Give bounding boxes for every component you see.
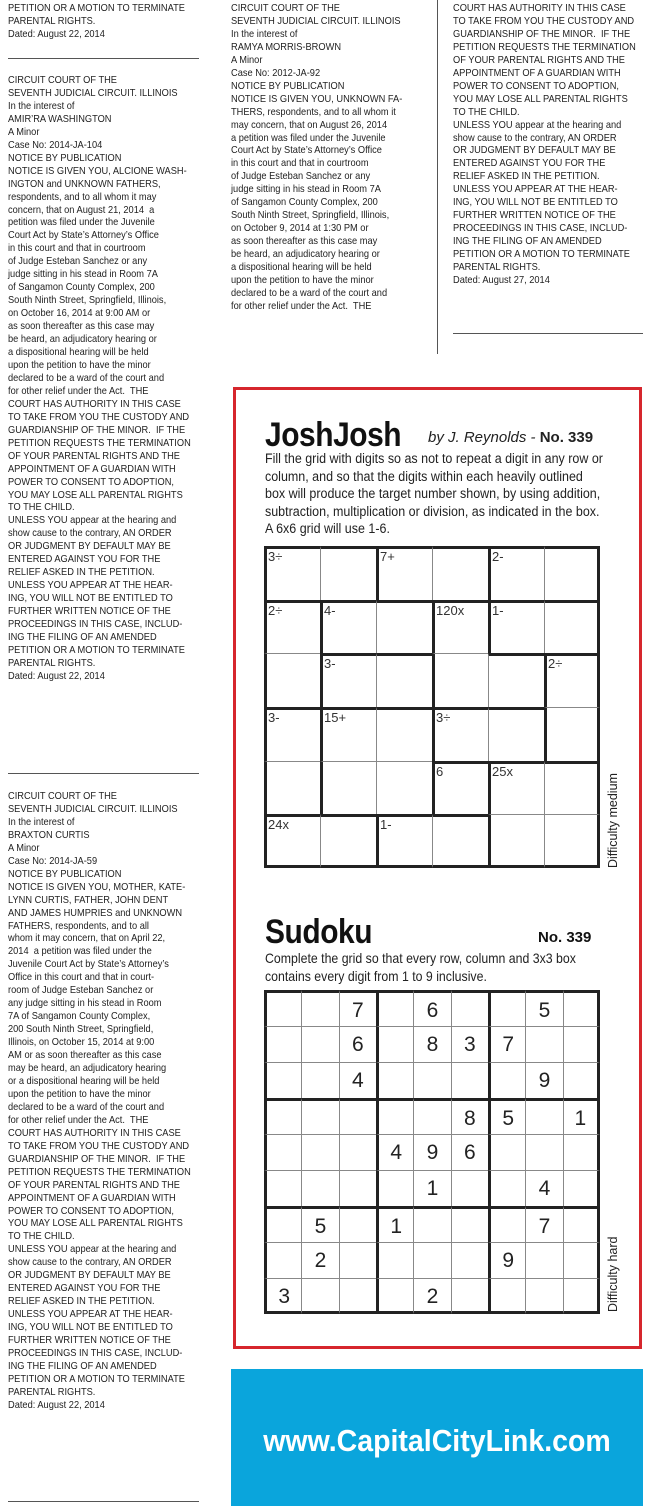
notice-line: South Ninth Street, Springfield, Illinois, xyxy=(231,210,390,222)
notice-line: ENTERED AGAINST YOU FOR THE xyxy=(8,1283,161,1295)
notice-line: for other relief under the Act. THE xyxy=(8,385,149,397)
notice-line: OF YOUR PARENTAL RIGHTS AND THE xyxy=(8,1179,180,1191)
joshjosh-cage-clue: 6 xyxy=(436,763,444,779)
notice-line: GUARDIANSHIP OF THE MINOR. IF THE xyxy=(453,28,631,40)
sudoku-cell[interactable] xyxy=(451,1242,488,1278)
sudoku-cell[interactable] xyxy=(301,1062,338,1098)
joshjosh-cage-clue: 4- xyxy=(324,602,336,618)
notice-line: TO TAKE FROM YOU THE CUSTODY AND xyxy=(8,411,190,423)
website-banner[interactable] xyxy=(231,1369,643,1506)
notice-line: PROCEEDINGS IN THIS CASE, INCLUD- xyxy=(8,619,183,631)
notice-line: AMIR’RA WASHINGTON xyxy=(8,113,112,125)
sudoku-cell[interactable] xyxy=(376,1026,413,1062)
notice-line: PARENTAL RIGHTS. xyxy=(453,262,541,274)
notice-line: Court Act by State’s Attorney’s Office xyxy=(231,145,382,157)
notice-line: in this court and that in courtroom xyxy=(8,243,146,255)
sudoku-cell[interactable] xyxy=(264,990,301,1026)
notice-line: POWER TO CONSENT TO ADOPTION, xyxy=(8,476,174,488)
joshjosh-cage-clue: 3- xyxy=(324,656,336,672)
notice-line: ING THE FILING OF AN AMENDED xyxy=(8,1360,157,1372)
joshjosh-cell[interactable] xyxy=(264,653,320,707)
notice-line: COURT HAS AUTHORITY IN THIS CASE xyxy=(8,1127,181,1139)
notice-line: PETITION OR A MOTION TO TERMINATE xyxy=(453,249,630,261)
joshjosh-cell[interactable] xyxy=(544,600,600,654)
sudoku-cell[interactable] xyxy=(488,1206,525,1242)
joshjosh-cage-clue: 2÷ xyxy=(548,656,563,672)
sudoku-cell[interactable] xyxy=(451,1062,488,1098)
sudoku-instructions: Complete the grid so that every row, column and 3x3 box contains every digit from 1 to 9 inclusive. xyxy=(265,950,576,984)
notice-line: of Judge Esteban Sanchez or any xyxy=(8,256,148,268)
sudoku-cell[interactable] xyxy=(451,990,488,1026)
sudoku-cell[interactable]: 8 xyxy=(451,1098,488,1134)
sudoku-cell[interactable] xyxy=(525,1242,562,1278)
notice-line: CIRCUIT COURT OF THE xyxy=(8,791,117,802)
notice-line: UNLESS YOU appear at the hearing and xyxy=(8,515,177,527)
notice-line: be heard, an adjudicatory hearing or xyxy=(231,249,380,261)
notice-line: In the interest of xyxy=(231,28,298,40)
notice-line: 2014 a petition was filed under the xyxy=(8,946,152,958)
notice-line: PARENTAL RIGHTS. xyxy=(8,1386,96,1398)
sudoku-cell[interactable] xyxy=(376,1098,413,1134)
notice-line: NOTICE BY PUBLICATION xyxy=(8,152,122,164)
notice-line: PETITION REQUESTS THE TERMINATION xyxy=(8,437,191,449)
sudoku-cell[interactable] xyxy=(264,1098,301,1134)
notice-line: respondents, and to all whom it may xyxy=(8,191,157,203)
joshjosh-cage-clue: 25x xyxy=(492,763,513,779)
sudoku-cell[interactable] xyxy=(264,1206,301,1242)
sudoku-cell[interactable] xyxy=(488,1170,525,1206)
notice-line: may be heard, an adjudicatory hearing xyxy=(8,1063,167,1075)
notice-line: A Minor xyxy=(231,54,263,66)
notice-line: PETITION REQUESTS THE TERMINATION xyxy=(453,41,636,53)
notice-line: NOTICE IS GIVEN YOU, ALCIONE WASH- xyxy=(8,165,187,177)
joshjosh-cage-clue: 1- xyxy=(380,817,392,833)
joshjosh-cell[interactable] xyxy=(264,761,320,815)
notice-line: Dated: August 27, 2014 xyxy=(453,275,550,287)
joshjosh-byline xyxy=(428,429,593,446)
legal-notice-washington xyxy=(8,75,191,684)
notice-line: on October 16, 2014 at 9:00 AM or xyxy=(8,308,151,320)
joshjosh-cell[interactable] xyxy=(544,761,600,815)
sudoku-cell[interactable]: 9 xyxy=(488,1242,525,1278)
notice-line: OR JUDGMENT BY DEFAULT MAY BE xyxy=(8,1270,171,1282)
sudoku-cell[interactable] xyxy=(525,1026,562,1062)
legal-notice-continuation xyxy=(453,3,636,288)
notice-line: In the interest of xyxy=(8,816,75,828)
notice-line: Dated: August 22, 2014 xyxy=(8,28,105,40)
notice-line: ING, YOU WILL NOT BE ENTITLED TO xyxy=(8,593,173,605)
sudoku-cell[interactable] xyxy=(488,1278,525,1314)
sudoku-cell[interactable] xyxy=(488,1134,525,1170)
joshjosh-cell[interactable] xyxy=(544,546,600,600)
sudoku-cell[interactable]: 2 xyxy=(413,1278,450,1314)
notice-divider xyxy=(453,333,643,334)
notice-line: ING, YOU WILL NOT BE ENTITLED TO xyxy=(453,197,618,209)
joshjosh-cell[interactable] xyxy=(376,707,432,761)
notice-line: show cause to the contrary, AN ORDER xyxy=(8,528,172,540)
notice-line: whom it may concern, that on April 22, xyxy=(8,933,166,945)
notice-line: PETITION OR A MOTION TO TERMINATE xyxy=(8,3,185,14)
notice-line: APPOINTMENT OF A GUARDIAN WITH xyxy=(8,1192,176,1204)
notice-line: in this court and that in courtroom xyxy=(231,158,369,170)
notice-line: OR JUDGMENT BY DEFAULT MAY BE xyxy=(8,541,171,553)
notice-line: UNLESS YOU APPEAR AT THE HEAR- xyxy=(8,1309,173,1321)
notice-line: SEVENTH JUDICIAL CIRCUIT. ILLINOIS xyxy=(8,87,178,99)
notice-line: upon the petition to have the minor xyxy=(8,359,151,371)
sudoku-grid xyxy=(264,990,600,1314)
sudoku-cell[interactable] xyxy=(525,1098,562,1134)
sudoku-cell[interactable] xyxy=(339,1134,376,1170)
joshjosh-cage-clue: 3÷ xyxy=(436,710,451,725)
notice-line: APPOINTMENT OF A GUARDIAN WITH xyxy=(8,463,176,475)
sudoku-cell[interactable] xyxy=(563,1278,600,1314)
joshjosh-cell[interactable] xyxy=(376,653,432,707)
sudoku-cell[interactable] xyxy=(488,990,525,1026)
sudoku-cell[interactable]: 1 xyxy=(413,1170,450,1206)
joshjosh-cage-clue: 3÷ xyxy=(268,549,283,564)
notice-line: ING, YOU WILL NOT BE ENTITLED TO xyxy=(8,1322,173,1334)
notice-line: South Ninth Street, Springfield, Illinois, xyxy=(8,295,167,307)
notice-line: FURTHER WRITTEN NOTICE OF THE xyxy=(453,210,616,222)
notice-line: upon the petition to have the minor xyxy=(8,1088,151,1100)
notice-line: a dispositional hearing will be held xyxy=(8,347,149,359)
joshjosh-cell[interactable] xyxy=(376,600,432,654)
sudoku-cell[interactable]: 3 xyxy=(264,1278,301,1314)
sudoku-cell[interactable] xyxy=(413,1098,450,1134)
notice-line: PETITION OR A MOTION TO TERMINATE xyxy=(8,1373,185,1385)
joshjosh-grid xyxy=(264,546,600,868)
joshjosh-cage-clue: 24x xyxy=(268,817,289,833)
joshjosh-number: No. 339 xyxy=(539,429,594,446)
sudoku-cell[interactable]: 4 xyxy=(525,1170,562,1206)
notice-line: UNLESS YOU APPEAR AT THE HEAR- xyxy=(453,184,618,196)
notice-line: ING THE FILING OF AN AMENDED xyxy=(8,631,157,643)
sudoku-cell[interactable] xyxy=(301,990,338,1026)
notice-line: petition was filed under the Juvenile xyxy=(8,217,155,229)
joshjosh-cell[interactable] xyxy=(488,707,544,761)
notice-line: AM or as soon thereafter as this case xyxy=(8,1050,162,1062)
notice-line: RELIEF ASKED IN THE PETITION. xyxy=(8,567,155,579)
notice-line: SEVENTH JUDICIAL CIRCUIT. ILLINOIS xyxy=(8,803,178,815)
sudoku-cell[interactable] xyxy=(339,1098,376,1134)
notice-divider xyxy=(8,1501,199,1502)
sudoku-cell[interactable] xyxy=(376,1242,413,1278)
notice-line: TO THE CHILD. xyxy=(8,1231,75,1243)
legal-notice-curtis xyxy=(8,791,191,1413)
sudoku-cell[interactable]: 7 xyxy=(525,1206,562,1242)
sudoku-cell[interactable] xyxy=(301,1170,338,1206)
notice-line: Illinois, on October 15, 2014 at 9:00 xyxy=(8,1037,155,1049)
sudoku-cell[interactable] xyxy=(301,1278,338,1314)
sudoku-cell[interactable]: 3 xyxy=(451,1026,488,1062)
sudoku-cell[interactable] xyxy=(339,1206,376,1242)
notice-line: Case No: 2014-JA-104 xyxy=(8,139,103,151)
notice-line: declared to be a ward of the court and xyxy=(231,287,388,299)
joshjosh-cell[interactable] xyxy=(320,546,376,600)
notice-fragment xyxy=(8,3,185,42)
sudoku-cell[interactable] xyxy=(376,1062,413,1098)
notice-line: RELIEF ASKED IN THE PETITION. xyxy=(8,1296,155,1308)
notice-line: Dated: August 22, 2014 xyxy=(8,670,105,682)
sudoku-cell[interactable] xyxy=(376,1278,413,1314)
notice-line: show cause to the contrary, AN ORDER xyxy=(453,132,617,144)
notice-line: 200 South Ninth Street, Springfield, xyxy=(8,1024,154,1036)
sudoku-cell[interactable] xyxy=(264,1062,301,1098)
sudoku-cell[interactable]: 4 xyxy=(339,1062,376,1098)
sudoku-cell[interactable] xyxy=(451,1206,488,1242)
notice-line: CIRCUIT COURT OF THE xyxy=(231,3,340,14)
notice-line: POWER TO CONSENT TO ADOPTION, xyxy=(453,80,619,92)
notice-line: Dated: August 22, 2014 xyxy=(8,1399,105,1411)
notice-line: YOU MAY LOSE ALL PARENTAL RIGHTS xyxy=(8,1218,183,1230)
sudoku-cell[interactable] xyxy=(563,1206,600,1242)
notice-line: judge sitting in his stead in Room 7A xyxy=(231,184,381,196)
notice-line: POWER TO CONSENT TO ADOPTION, xyxy=(8,1205,174,1217)
notice-line: YOU MAY LOSE ALL PARENTAL RIGHTS xyxy=(8,489,183,501)
notice-divider xyxy=(8,58,199,59)
joshjosh-cell[interactable] xyxy=(432,814,488,868)
sudoku-cell[interactable] xyxy=(413,1062,450,1098)
notice-line: NOTICE IS GIVEN YOU, UNKNOWN FA- xyxy=(231,93,403,105)
sudoku-cell[interactable] xyxy=(301,1098,338,1134)
notice-line: FATHERS, respondents, and to all xyxy=(8,920,149,932)
notice-line: INGTON and UNKNOWN FATHERS, xyxy=(8,178,161,190)
notice-line: OR JUDGMENT BY DEFAULT MAY BE xyxy=(453,145,616,157)
notice-line: any judge sitting in his stead in Room xyxy=(8,998,162,1010)
notice-line: GUARDIANSHIP OF THE MINOR. IF THE xyxy=(8,1153,186,1165)
sudoku-cell[interactable] xyxy=(339,1278,376,1314)
sudoku-cell[interactable]: 5 xyxy=(301,1206,338,1242)
notice-line: for other relief under the Act. THE xyxy=(8,1114,149,1126)
notice-line: ENTERED AGAINST YOU FOR THE xyxy=(453,158,606,170)
notice-line: a dispositional hearing will be held xyxy=(231,262,372,274)
sudoku-difficulty: Difficulty hard xyxy=(606,1236,620,1312)
notice-line: PARENTAL RIGHTS. xyxy=(8,657,96,669)
joshjosh-cell[interactable] xyxy=(488,814,544,868)
notice-line: SEVENTH JUDICIAL CIRCUIT. ILLINOIS xyxy=(231,15,401,27)
notice-line: BRAXTON CURTIS xyxy=(8,829,90,841)
notice-line: OF YOUR PARENTAL RIGHTS AND THE xyxy=(8,450,180,462)
notice-line: AND JAMES HUMPRIES and UNKNOWN xyxy=(8,907,183,919)
sudoku-cell[interactable] xyxy=(525,1278,562,1314)
notice-line: LYNN CURTIS, FATHER, JOHN DENT xyxy=(8,894,169,906)
sudoku-cell[interactable] xyxy=(563,1062,600,1098)
notice-line: as soon thereafter as this case may xyxy=(231,236,378,248)
joshjosh-cage-clue: 3- xyxy=(268,710,280,725)
sudoku-cell[interactable] xyxy=(451,1278,488,1314)
joshjosh-title: JoshJosh xyxy=(265,416,402,454)
joshjosh-difficulty: Difficulty medium xyxy=(606,773,620,868)
sudoku-number: No. 339 xyxy=(538,929,592,946)
sudoku-cell[interactable]: 8 xyxy=(413,1026,450,1062)
sudoku-title: Sudoku xyxy=(265,913,373,951)
notice-line: COURT HAS AUTHORITY IN THIS CASE xyxy=(453,3,626,14)
notice-line: THERS, respondents, and to all whom it xyxy=(231,106,396,118)
sudoku-cell[interactable] xyxy=(264,1026,301,1062)
sudoku-cell[interactable]: 9 xyxy=(525,1062,562,1098)
notice-line: declared to be a ward of the court and xyxy=(8,1101,165,1113)
notice-line: FURTHER WRITTEN NOTICE OF THE xyxy=(8,1335,171,1347)
sudoku-cell[interactable]: 7 xyxy=(339,990,376,1026)
sudoku-cell[interactable] xyxy=(525,1134,562,1170)
notice-line: NOTICE IS GIVEN YOU, MOTHER, KATE- xyxy=(8,881,186,893)
joshjosh-cell[interactable] xyxy=(376,761,432,815)
notice-line: Case No: 2012-JA-92 xyxy=(231,67,321,79)
notice-line: NOTICE BY PUBLICATION xyxy=(231,80,345,92)
sudoku-cell[interactable]: 5 xyxy=(488,1098,525,1134)
notice-line: for other relief under the Act. THE xyxy=(231,300,372,312)
notice-line: as soon thereafter as this case may xyxy=(8,321,155,333)
sudoku-cell[interactable] xyxy=(301,1134,338,1170)
notice-line: PARENTAL RIGHTS. xyxy=(8,15,96,27)
sudoku-cell[interactable]: 6 xyxy=(339,1026,376,1062)
sudoku-cell[interactable] xyxy=(264,1134,301,1170)
sudoku-cell[interactable]: 1 xyxy=(376,1206,413,1242)
notice-line: FURTHER WRITTEN NOTICE OF THE xyxy=(8,606,171,618)
sudoku-cell[interactable]: 7 xyxy=(488,1026,525,1062)
notice-line: upon the petition to have the minor xyxy=(231,275,374,287)
joshjosh-cell[interactable] xyxy=(432,546,488,600)
joshjosh-author: by J. Reynolds - xyxy=(428,429,540,446)
sudoku-cell[interactable]: 6 xyxy=(451,1134,488,1170)
notice-line: GUARDIANSHIP OF THE MINOR. IF THE xyxy=(8,424,186,436)
sudoku-cell[interactable] xyxy=(376,990,413,1026)
notice-line: Court Act by State’s Attorney’s Office xyxy=(8,230,159,242)
notice-line: A Minor xyxy=(8,842,40,854)
notice-line: ENTERED AGAINST YOU FOR THE xyxy=(8,554,161,566)
notice-line: RAMYA MORRIS-BROWN xyxy=(231,41,342,53)
sudoku-cell[interactable] xyxy=(413,1206,450,1242)
joshjosh-cell[interactable] xyxy=(320,814,376,868)
notice-line: YOU MAY LOSE ALL PARENTAL RIGHTS xyxy=(453,93,628,105)
notice-line: may concern, that on August 26, 2014 xyxy=(231,119,388,131)
joshjosh-cage-clue: 15+ xyxy=(324,710,347,725)
joshjosh-cell[interactable] xyxy=(544,707,600,761)
notice-line: UNLESS YOU appear at the hearing and xyxy=(453,119,622,131)
sudoku-cell[interactable] xyxy=(451,1170,488,1206)
sudoku-cell[interactable] xyxy=(563,1170,600,1206)
notice-line: a petition was filed under the Juvenile xyxy=(231,132,386,144)
sudoku-cell[interactable]: 1 xyxy=(563,1098,600,1134)
notice-line: 7A of Sangamon County Complex, xyxy=(8,1011,151,1023)
joshjosh-cell[interactable] xyxy=(320,761,376,815)
notice-line: on October 9, 2014 at 1:30 PM or xyxy=(231,223,369,235)
notice-line: OF YOUR PARENTAL RIGHTS AND THE xyxy=(453,54,625,66)
joshjosh-cell[interactable] xyxy=(488,653,544,707)
notice-line: Juvenile Court Act by State’s Attorney’s xyxy=(8,959,169,971)
joshjosh-instructions: Fill the grid with digits so as not to repeat a digit in any row or column, and so that the digits within each heavily outlined box will produce the target number shown, by using addition, subtraction, multiplication or division, as indicated in the box. A 6x6 grid will use 1-6. xyxy=(265,451,603,537)
notice-divider xyxy=(8,773,199,774)
notice-line: or a dispositional hearing will be held xyxy=(8,1075,160,1087)
notice-line: of Sangamon County Complex, 200 xyxy=(231,197,378,209)
notice-line: In the interest of xyxy=(8,100,75,112)
sudoku-cell[interactable] xyxy=(563,990,600,1026)
joshjosh-cage-clue: 2- xyxy=(492,549,504,564)
joshjosh-cage-clue: 1- xyxy=(492,602,504,618)
sudoku-cell[interactable]: 5 xyxy=(525,990,562,1026)
notice-line: Office in this court and that in court- xyxy=(8,972,155,984)
notice-line: be heard, an adjudicatory hearing or xyxy=(8,334,157,346)
sudoku-cell[interactable] xyxy=(413,1242,450,1278)
sudoku-cell[interactable] xyxy=(264,1170,301,1206)
joshjosh-cage-clue: 7+ xyxy=(380,549,395,564)
sudoku-cell[interactable] xyxy=(563,1242,600,1278)
notice-line: UNLESS YOU APPEAR AT THE HEAR- xyxy=(8,580,173,592)
notice-line: TO THE CHILD. xyxy=(453,106,520,118)
notice-line: of Judge Esteban Sanchez or any xyxy=(231,171,371,183)
legal-notice-morris-brown xyxy=(231,3,402,314)
notice-line: of Sangamon County Complex, 200 xyxy=(8,282,155,294)
notice-line: concern, that on August 21, 2014 a xyxy=(8,204,155,216)
notice-line: PETITION REQUESTS THE TERMINATION xyxy=(8,1166,191,1178)
sudoku-cell[interactable] xyxy=(563,1026,600,1062)
sudoku-cell[interactable]: 2 xyxy=(301,1242,338,1278)
notice-line: Case No: 2014-JA-59 xyxy=(8,855,98,867)
notice-line: TO TAKE FROM YOU THE CUSTODY AND xyxy=(8,1140,190,1152)
sudoku-cell[interactable] xyxy=(563,1134,600,1170)
sudoku-cell[interactable]: 9 xyxy=(413,1134,450,1170)
notice-line: TO THE CHILD. xyxy=(8,502,75,514)
notice-line: PETITION OR A MOTION TO TERMINATE xyxy=(8,644,185,656)
sudoku-cell[interactable] xyxy=(376,1170,413,1206)
sudoku-cell[interactable] xyxy=(488,1062,525,1098)
notice-line: UNLESS YOU appear at the hearing and xyxy=(8,1244,177,1256)
joshjosh-cell[interactable] xyxy=(432,653,488,707)
notice-line: ING THE FILING OF AN AMENDED xyxy=(453,236,602,248)
notice-line: judge sitting in his stead in Room 7A xyxy=(8,269,158,281)
notice-line: TO TAKE FROM YOU THE CUSTODY AND xyxy=(453,15,635,27)
joshjosh-cage-clue: 2÷ xyxy=(268,602,283,618)
joshjosh-cell[interactable] xyxy=(544,814,600,868)
sudoku-cell[interactable] xyxy=(339,1170,376,1206)
notice-line: COURT HAS AUTHORITY IN THIS CASE xyxy=(8,398,181,410)
sudoku-cell[interactable] xyxy=(264,1242,301,1278)
notice-line: show cause to the contrary, AN ORDER xyxy=(8,1257,172,1269)
notice-line: A Minor xyxy=(8,126,40,138)
notice-line: CIRCUIT COURT OF THE xyxy=(8,75,117,86)
sudoku-cell[interactable] xyxy=(301,1026,338,1062)
sudoku-cell[interactable]: 6 xyxy=(413,990,450,1026)
notice-line: PROCEEDINGS IN THIS CASE, INCLUD- xyxy=(453,223,628,235)
joshjosh-cage-clue: 120x xyxy=(436,602,465,618)
sudoku-cell[interactable]: 4 xyxy=(376,1134,413,1170)
column-divider xyxy=(437,0,438,354)
notice-line: RELIEF ASKED IN THE PETITION. xyxy=(453,171,600,183)
notice-line: room of Judge Esteban Sanchez or xyxy=(8,985,154,997)
notice-line: PROCEEDINGS IN THIS CASE, INCLUD- xyxy=(8,1347,183,1359)
website-url[interactable]: www.CapitalCityLink.com xyxy=(263,1423,611,1458)
notice-line: NOTICE BY PUBLICATION xyxy=(8,868,122,880)
notice-line: declared to be a ward of the court and xyxy=(8,372,165,384)
notice-line: APPOINTMENT OF A GUARDIAN WITH xyxy=(453,67,621,79)
sudoku-cell[interactable] xyxy=(339,1242,376,1278)
